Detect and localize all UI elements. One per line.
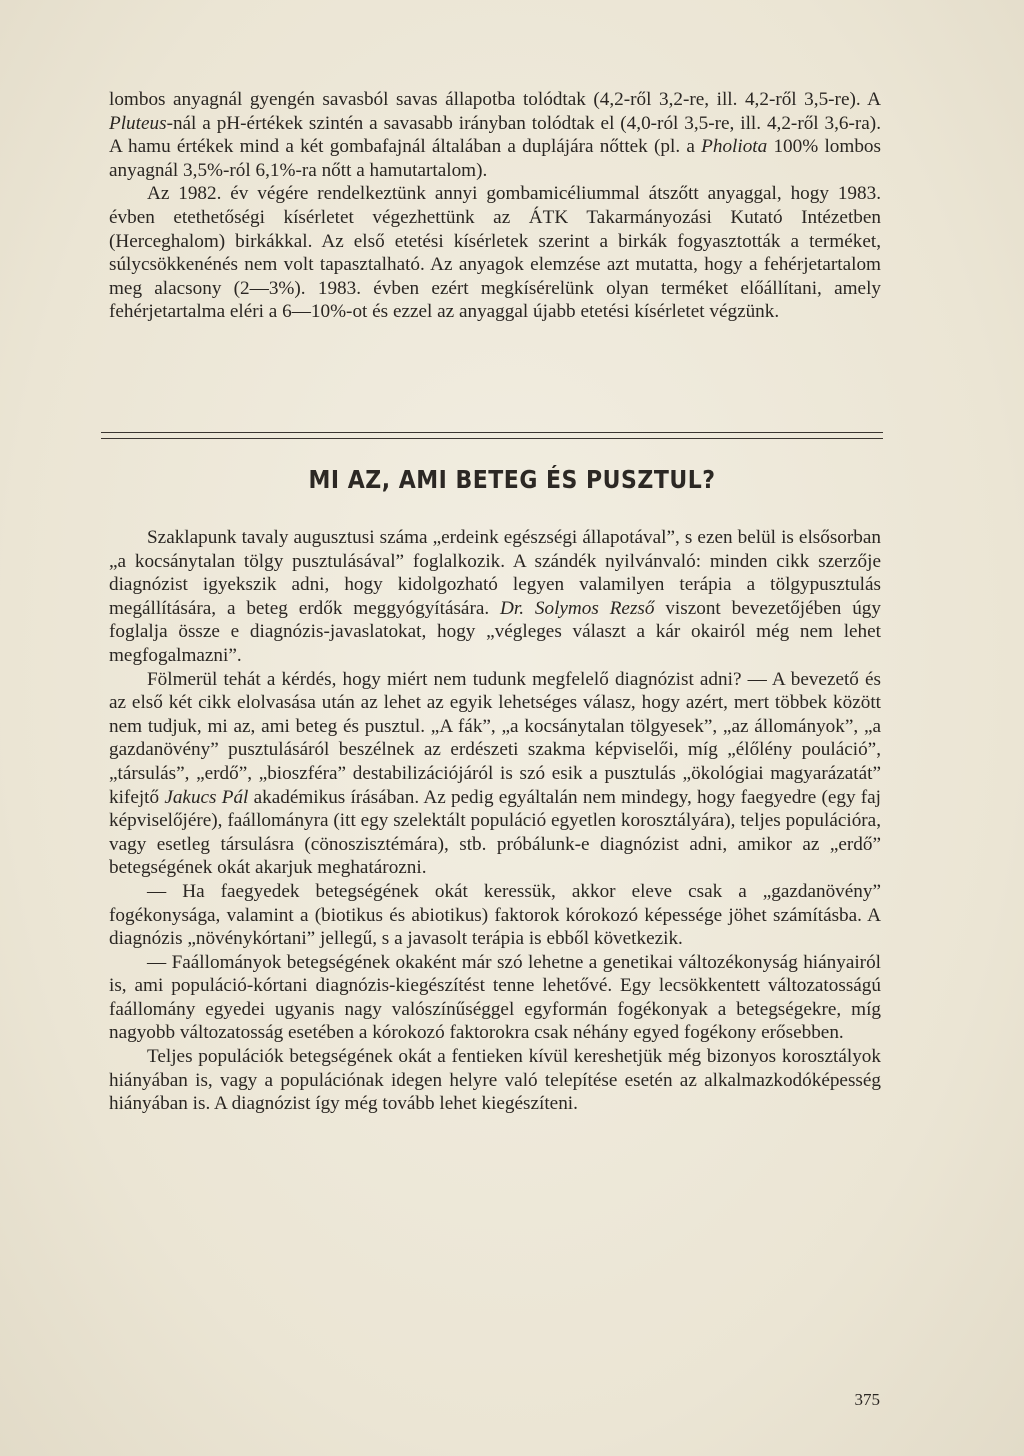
italic-text: Pholiota (701, 136, 768, 158)
article-paragraph-2 (109, 668, 881, 880)
italic-text: Pluteus (109, 112, 167, 134)
article-paragraph-5 (109, 1045, 881, 1116)
intro-paragraph-1 (109, 88, 881, 182)
text-run: 100% lombos anyagnál 3,5%-ról 6,1%-ra nőtt a hamutartalom). (109, 136, 881, 181)
italic-text: Jakucs Pál (164, 786, 249, 808)
text-run: Fölmerül tehát a kérdés, hogy miért nem tudunk megfelelő diagnózist adni? — A bevezető és az első két cikk elolvasása után az lehet az egyik lehetséges válasz, hogy azért, mert többek között nem tudjuk, mi az, ami beteg és pusztul. „A fák”, „a kocsánytalan tölgyesek”, „az állományok”, „a gazdanövény” pusztulásáról beszélnek az erdészeti szakma képviselői, míg „élőlény pouláció”, „társulás”, „erdő”, „bioszféra” destabilizációjáról is szó esik a pusztulás „ökológiai magyarázatát” kifejtő (109, 668, 881, 808)
text-run: Szaklapunk tavaly augusztusi száma „erdeink egészségi állapotával”, s ezen belül is elsősorban „a kocsánytalan tölgy pusztulásával” foglalkozik. A szándék nyilvánvaló: minden cikk szerzője diagnózist igyekszik adni, hogy kidolgozható legyen valamilyen terápia a tölgypusztulás megállítására, a beteg erdők meggyógyítására. (109, 527, 881, 619)
text-run: — Ha faegyedek betegségének okát keressük, akkor eleve csak a „gazdanövény” fogékonysága, valamint a (biotikus és abiotikus) faktorok kórokozó képessége jöhet számításba. A diagnózis „növénykórtani” jellegű, s a javasolt terápia is ebből következik. (109, 880, 881, 950)
article-paragraph-4 (109, 951, 881, 1045)
text-run: Az 1982. év végére rendelkeztünk annyi gombamicéliummal átszőtt anyaggal, hogy 1983. évben etethetőségi kísérletet végezhettünk az ÁTK Takarmányozási Kutató Intézetben (Herceghalom) birkákkal. Az első etetési kísérletek szerint a birkák fogyasztották a terméket, súlycsökkenénés nem volt tapasztalható. Az anyagok elemzése azt mutatta, hogy a fehérjetartalom meg alacsony (2—3%). 1983. évben ezért megkísérelünk olyan terméket előállítani, amely fehérjetartalma eléri a 6—10%-ot és ezzel az anyaggal újabb etetési kísérletet végzünk. (109, 183, 881, 323)
italic-text: Dr. Solymos Rezső (500, 597, 655, 619)
text-run: Teljes populációk betegségének okát a fentieken kívül kereshetjük még bizonyos korosztályok hiányában is, vagy a populációnak idegen helyre való telepítése esetén az alkalmazkodóképesség hiányában is. A diagnózist így még tovább lehet kiegészíteni. (109, 1046, 881, 1115)
page-number: 375 (854, 1390, 880, 1409)
article-paragraph-3 (109, 880, 881, 951)
article-paragraph-1 (109, 526, 881, 668)
article-title: MI AZ, AMI BETEG ÉS PUSZTUL? (308, 466, 716, 495)
section-divider-bottom (101, 438, 883, 439)
intro-text (109, 88, 881, 324)
text-run: viszont bevezetőjében úgy foglalja össze e diagnózis-javaslatokat, hogy „végleges választ a kár okairól még nem lehet megfogalmazni”. (109, 597, 881, 666)
text-run: akadémikus írásában. Az pedig egyáltalán nem mindegy, hogy faegyedre (egy faj képviselőjére), faállományra (itt egy szelektált populáció egyetlen korosztályára), teljes populációra, vagy esetleg társulásra (cönoszisztémára), stb. próbálunk-e diagnózist adni, amikor az „erdő” betegségének okát akarjuk meghatározni. (109, 786, 881, 879)
text-run: -nál a pH-értékek szintén a savasabb irányban tolódtak el (4,0-ról 3,5-re, ill. 4,2-ről 3,6-ra). A hamu értékek mind a két gombafajnál általában a duplájára nőttek (pl. a (109, 112, 881, 158)
article-body (109, 526, 881, 1116)
text-run: lombos anyagnál gyengén savasból savas állapotba tolódtak (4,2-ről 3,2-re, ill. 4,2-ről 3,5-re). A (109, 89, 881, 110)
section-divider-top (101, 432, 883, 433)
text-run: — Faállományok betegségének okaként már szó lehetne a genetikai változékonyság hiányairól is, ami populáció-kórtani diagnózis-kiegészítést tenne lehetővé. Egy lecsökkentett változatosságú faállomány egyedei ugyanis nagy valószínűséggel egyformán fogékonyak a betegségekre, míg nagyobb változatosság esetében a kórokozó faktorokra csak néhány egyed fogékony erősebben. (109, 951, 881, 1044)
intro-paragraph-2 (109, 182, 881, 324)
